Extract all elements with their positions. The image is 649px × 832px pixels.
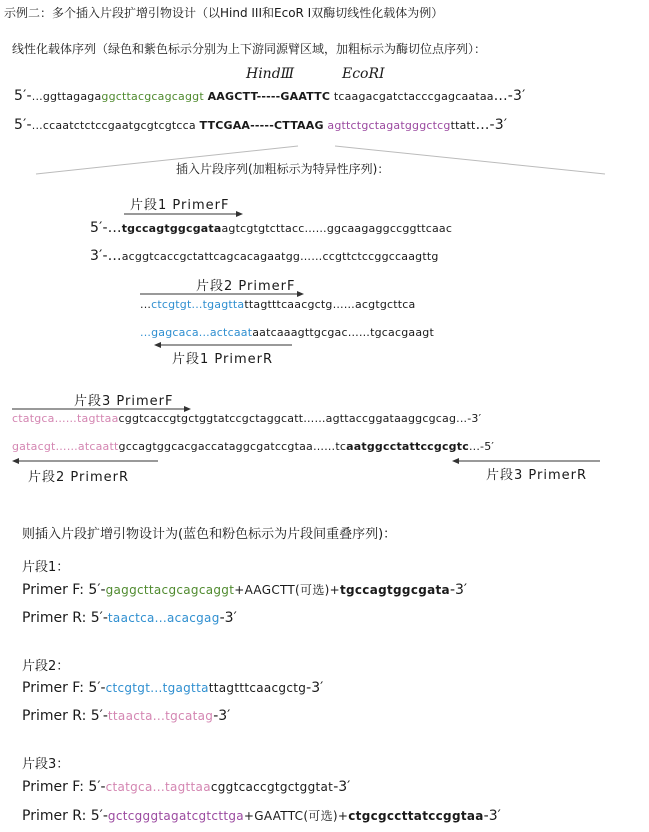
f3-primer-r-label: 片段3 PrimerR: [486, 468, 588, 483]
f1-top-strand: 5′-...tgccagtggcgataagtcgtgtcttacc……ggcaagaggccggttcaac: [90, 220, 453, 236]
f1-bottom-strand: 3′-...acggtcaccgctattcagcacagaatgg……ccgttctccggccaagttg: [90, 248, 439, 264]
vector-heading: 线性化载体序列（绿色和紫色标示分别为上下游同源臂区域，加粗标示为酶切位点序列）：: [12, 42, 487, 56]
f2-primer-r-arrow: [12, 458, 162, 466]
p1-primer-f: Primer F: 5′-gaggcttacgcagcaggt+AAGCTT(可选)+tgccagtggcgata-3′: [22, 582, 468, 598]
design-heading: 则插入片段扩增引物设计为(蓝色和粉色标示为片段间重叠序列)：: [22, 527, 397, 542]
p2-primer-f: Primer F: 5′-ctcgtgt...tgagttattagtttcaacgctg-3′: [22, 680, 324, 696]
p3-primer-f: Primer F: 5′-ctatgca...tagttaacggtcaccgtgctggtat-3′: [22, 779, 351, 795]
hindiii-site-label: HindⅢ: [246, 66, 295, 82]
f1-primer-f-label: 片段1 PrimerF: [130, 198, 230, 213]
f1-primer-r-label: 片段1 PrimerR: [172, 352, 274, 367]
f2-bottom-strand: ...gagcaca...actcaataatcaaagttgcgac……tgcacgaagt: [140, 326, 434, 339]
example-title: 示例二：多个插入片段扩增引物设计（以Hind III和EcoR I双酶切线性化载体为例）: [4, 6, 444, 20]
f3-bottom-strand: gatacgt……atcaattgccagtggcacgaccataggcgatccgtaa……tcaatggcctattccgcgtc...-5′: [12, 440, 495, 453]
f3-primer-f-label: 片段3 PrimerF: [74, 394, 174, 409]
f3-top-strand: ctatgca……tagttaacggtcaccgtgctggtatccgctaggcatt……agttaccggataaggcgcag...-3′: [12, 412, 482, 425]
f2-top-strand: ...ctcgtgt...tgagttattagtttcaacgctg……acgtgcttca: [140, 298, 416, 311]
insert-heading: 插入片段序列(加粗标示为特异性序列)：: [176, 162, 390, 176]
f1-primer-f-arrow: [124, 211, 244, 219]
p3-label: 片段3：: [22, 757, 70, 772]
p2-primer-r: Primer R: 5′-ttaacta...tgcatag-3′: [22, 708, 231, 724]
p1-label: 片段1：: [22, 560, 70, 575]
f2-primer-r-label: 片段2 PrimerR: [28, 470, 130, 485]
p2-label: 片段2：: [22, 659, 70, 674]
vector-top-strand: 5′-...ggttagagaggcttacgcagcaggt AAGCTT-----GAATTC tcaagacgatctacccgagcaataa...-3′: [14, 88, 526, 104]
vector-bottom-strand: 5′-...ccaatctctccgaatgcgtcgtcca TTCGAA-----CTTAAG agttctgctagatgggctcgttatt...-3′: [14, 117, 508, 133]
p3-primer-r: Primer R: 5′-gctcgggtagatcgtcttga+GAATTC(可选)+ctgcgccttatccggtaa-3′: [22, 808, 501, 824]
p1-primer-r: Primer R: 5′-taactca...acacgag-3′: [22, 610, 237, 626]
ecori-site-label: EcoRⅠ: [342, 66, 385, 82]
f2-primer-f-label: 片段2 PrimerF: [196, 279, 296, 294]
